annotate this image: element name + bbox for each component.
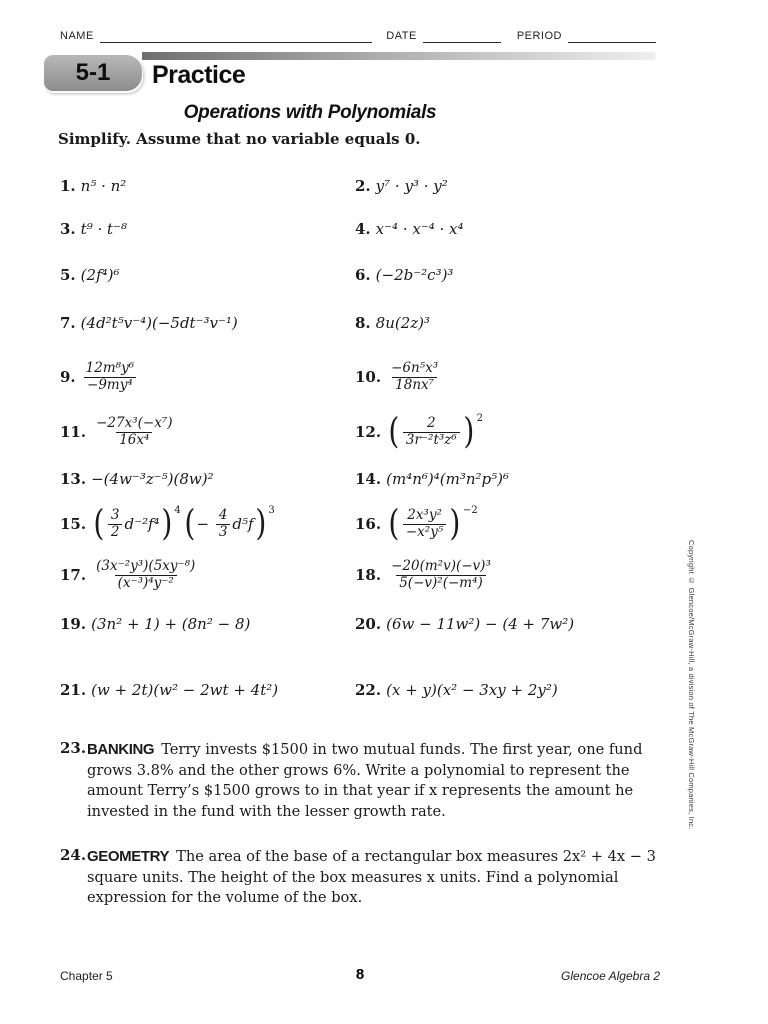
fraction-denominator: 3 bbox=[216, 524, 231, 541]
problem-item bbox=[60, 470, 355, 488]
problem-item bbox=[60, 220, 355, 238]
problem-expression bbox=[91, 681, 278, 699]
problems-grid bbox=[60, 166, 660, 734]
problem-number: 15. bbox=[60, 515, 87, 533]
fraction-numerator: 2 bbox=[427, 414, 436, 431]
math-text: (6w − 11w²) − (4 + 7w²) bbox=[386, 615, 575, 633]
problem-number: 20. bbox=[355, 615, 382, 633]
group-inner bbox=[401, 416, 462, 449]
math-text: 8u(2z)³ bbox=[375, 314, 431, 332]
word-problem-tag: BANKING bbox=[87, 741, 155, 758]
problem-item bbox=[60, 416, 355, 449]
problem-item bbox=[355, 177, 660, 195]
problem-number: 2. bbox=[355, 177, 371, 195]
problem-number: 14. bbox=[355, 470, 382, 488]
fraction-numerator: 12m⁸y⁶ bbox=[85, 359, 135, 376]
close-paren: ) bbox=[463, 410, 475, 452]
problem-item bbox=[60, 177, 355, 195]
problem-expression bbox=[81, 177, 127, 195]
word-problems-section bbox=[60, 739, 662, 932]
problem-item bbox=[60, 266, 355, 284]
problem-expression bbox=[376, 314, 430, 332]
group-exponent: 3 bbox=[268, 504, 275, 516]
fraction-denominator: 18nx⁷ bbox=[392, 377, 437, 394]
problem-expression bbox=[386, 559, 496, 592]
word-problem bbox=[60, 846, 662, 909]
problem-expression bbox=[81, 361, 139, 394]
fraction-numerator: 2x³y² bbox=[407, 506, 442, 523]
period-label: PERIOD bbox=[516, 30, 562, 42]
group-exponent: 4 bbox=[174, 504, 181, 516]
open-paren: ( bbox=[388, 502, 400, 544]
group-inner bbox=[106, 508, 160, 541]
problem-number: 8. bbox=[355, 314, 371, 332]
close-paren: ) bbox=[449, 502, 461, 544]
fraction-numerator: −20(m²v)(−v)³ bbox=[391, 557, 491, 574]
math-text: t⁹ · t⁻⁸ bbox=[80, 220, 127, 238]
math-text: (m⁴n⁶)⁴(m³n²p⁵)⁶ bbox=[386, 470, 509, 488]
word-problem-tag: GEOMETRY bbox=[87, 847, 170, 865]
math-text: (3n² + 1) + (8n² − 8) bbox=[91, 615, 251, 633]
fraction bbox=[403, 416, 460, 449]
group-exponent: 2 bbox=[476, 412, 483, 424]
problem-number: 22. bbox=[355, 681, 382, 699]
problem-item bbox=[355, 470, 660, 488]
math-text: (w + 2t)(w² − 2wt + 4t²) bbox=[91, 681, 279, 699]
problem-number: 12. bbox=[355, 423, 382, 441]
problem-number: 10. bbox=[355, 368, 382, 386]
fraction-denominator: −x²y⁵ bbox=[403, 524, 446, 541]
problem-item bbox=[355, 681, 660, 699]
open-paren: ( bbox=[93, 502, 105, 544]
paren-group bbox=[387, 502, 478, 544]
problem-number: 16. bbox=[355, 515, 382, 533]
problem-expression bbox=[386, 410, 484, 452]
problem-expression bbox=[81, 266, 120, 284]
math-text: y⁷ · y³ · y² bbox=[375, 177, 448, 195]
footer-page-number: 8 bbox=[355, 966, 365, 983]
fraction bbox=[108, 508, 123, 541]
problem-item bbox=[60, 361, 355, 394]
open-paren: ( bbox=[388, 410, 400, 452]
problem-number: 17. bbox=[60, 566, 87, 584]
problem-item bbox=[355, 410, 660, 452]
word-problem-body bbox=[87, 846, 662, 909]
date-label: DATE bbox=[386, 30, 417, 42]
date-blank-line bbox=[423, 30, 501, 43]
fraction-numerator: 4 bbox=[218, 506, 228, 523]
name-blank-line bbox=[100, 30, 373, 43]
fraction-denominator: 2 bbox=[108, 524, 123, 541]
math-text: (2f⁴)⁶ bbox=[80, 266, 120, 284]
problem-item bbox=[60, 559, 355, 592]
fraction bbox=[83, 361, 137, 394]
lesson-number-badge: 5-1 bbox=[44, 55, 142, 91]
lesson-title: Operations with Polynomials bbox=[183, 102, 437, 123]
problem-item bbox=[355, 361, 660, 394]
open-paren: ( bbox=[184, 502, 196, 544]
fraction-denominator: −9my⁴ bbox=[84, 377, 136, 394]
problem-number: 4. bbox=[355, 220, 371, 238]
footer-book-title: Glencoe Algebra 2 bbox=[561, 969, 660, 983]
problem-expression bbox=[91, 470, 214, 488]
problem-expression bbox=[376, 220, 464, 238]
problem-item bbox=[355, 559, 660, 592]
group-exponent: −2 bbox=[463, 504, 478, 516]
instructions-text: Simplify. Assume that no variable equals 0. bbox=[58, 130, 421, 148]
problem-number: 1. bbox=[60, 177, 76, 195]
fraction-numerator: (3x⁻²y³)(5xy⁻⁸) bbox=[96, 557, 196, 574]
problem-number: 21. bbox=[60, 681, 87, 699]
word-problem bbox=[60, 739, 662, 823]
problem-expression bbox=[376, 266, 454, 284]
problem-number: 9. bbox=[60, 368, 76, 386]
problem-number: 23. bbox=[60, 739, 87, 757]
problem-number: 11. bbox=[60, 423, 87, 441]
math-text: (x + y)(x² − 3xy + 2y²) bbox=[386, 681, 558, 699]
fraction-numerator: −27x³(−x⁷) bbox=[96, 414, 173, 431]
problem-number: 6. bbox=[355, 266, 371, 284]
problem-expression bbox=[386, 615, 574, 633]
problem-item bbox=[355, 502, 660, 544]
fraction-denominator: 5(−v)²(−m⁴) bbox=[396, 575, 486, 592]
worksheet-type-title: Practice bbox=[152, 61, 246, 89]
fraction bbox=[93, 559, 198, 592]
math-text: n⁵ · n² bbox=[80, 177, 127, 195]
problem-expression bbox=[91, 502, 276, 544]
vertical-copyright-text: Copyright © Glencoe/McGraw-Hill, a division of The McGraw-Hill Companies, Inc. bbox=[687, 540, 696, 830]
fraction-denominator: (x⁻³)⁴y⁻² bbox=[115, 575, 177, 592]
math-text: d⁻²f⁴ bbox=[124, 515, 160, 533]
problem-expression bbox=[91, 559, 200, 592]
problem-number: 24. bbox=[60, 845, 87, 864]
math-text: (−2b⁻²c³)³ bbox=[375, 266, 454, 284]
problem-item bbox=[355, 266, 660, 284]
header-swoosh-bar bbox=[142, 52, 656, 60]
word-problem-text: Terry invests $1500 in two mutual funds. The first year, one fund grows 3.8% and the other grows 6%. Write a polynomial to represent the amount Terry’s $1500 grows to in that year if x represents the amount he invested in the fund with the lesser growth rate. bbox=[87, 741, 643, 821]
problem-expression bbox=[386, 502, 479, 544]
fraction bbox=[388, 559, 494, 592]
problem-number: 3. bbox=[60, 220, 76, 238]
group-inner bbox=[196, 508, 253, 541]
problem-item bbox=[60, 314, 355, 332]
problem-expression bbox=[91, 615, 250, 633]
problem-item bbox=[355, 220, 660, 238]
fraction bbox=[216, 508, 231, 541]
paren-group bbox=[183, 502, 275, 544]
close-paren: ) bbox=[254, 502, 266, 544]
problem-number: 5. bbox=[60, 266, 76, 284]
close-paren: ) bbox=[160, 502, 172, 544]
problem-number: 19. bbox=[60, 615, 87, 633]
math-text: x⁻⁴ · x⁻⁴ · x⁴ bbox=[375, 220, 464, 238]
paren-group bbox=[92, 502, 181, 544]
problem-expression bbox=[81, 220, 127, 238]
problem-expression bbox=[91, 416, 177, 449]
problem-expression bbox=[376, 177, 448, 195]
problem-expression bbox=[81, 314, 238, 332]
problem-item bbox=[60, 681, 355, 699]
period-blank-line bbox=[568, 30, 656, 43]
problem-expression bbox=[386, 361, 443, 394]
fraction bbox=[93, 416, 175, 449]
name-label: NAME bbox=[60, 30, 94, 42]
fraction-denominator: 16x⁴ bbox=[116, 432, 152, 449]
problem-item bbox=[60, 615, 355, 633]
math-text: −(4w⁻³z⁻⁵)(8w)² bbox=[91, 470, 214, 488]
math-text: (4d²t⁵v⁻⁴)(−5dt⁻³v⁻¹) bbox=[80, 314, 238, 332]
fraction-numerator: −6n⁵x³ bbox=[391, 359, 439, 376]
problem-expression bbox=[386, 470, 509, 488]
group-inner bbox=[401, 508, 448, 541]
fraction-numerator: 3 bbox=[110, 506, 120, 523]
word-problem-body bbox=[87, 739, 662, 823]
problem-number: 7. bbox=[60, 314, 76, 332]
fraction bbox=[403, 508, 446, 541]
footer-chapter: Chapter 5 bbox=[60, 969, 113, 983]
math-text: − bbox=[196, 515, 214, 533]
problem-item bbox=[60, 502, 355, 544]
problem-expression bbox=[386, 681, 558, 699]
problem-number: 13. bbox=[60, 470, 87, 488]
problem-item bbox=[355, 615, 660, 633]
problem-item bbox=[355, 314, 660, 332]
fraction-denominator: 3r⁻²t³z⁶ bbox=[403, 432, 460, 449]
word-problem-text: The area of the base of a rectangular box measures 2x² + 4x − 3 square units. The height of the box measures x units. Find a polynomial expression for the volume of the box. bbox=[87, 847, 656, 907]
paren-group bbox=[387, 410, 483, 452]
math-text: d⁵f bbox=[232, 515, 254, 533]
problem-number: 18. bbox=[355, 566, 382, 584]
header-fields bbox=[60, 30, 656, 43]
fraction bbox=[388, 361, 441, 394]
